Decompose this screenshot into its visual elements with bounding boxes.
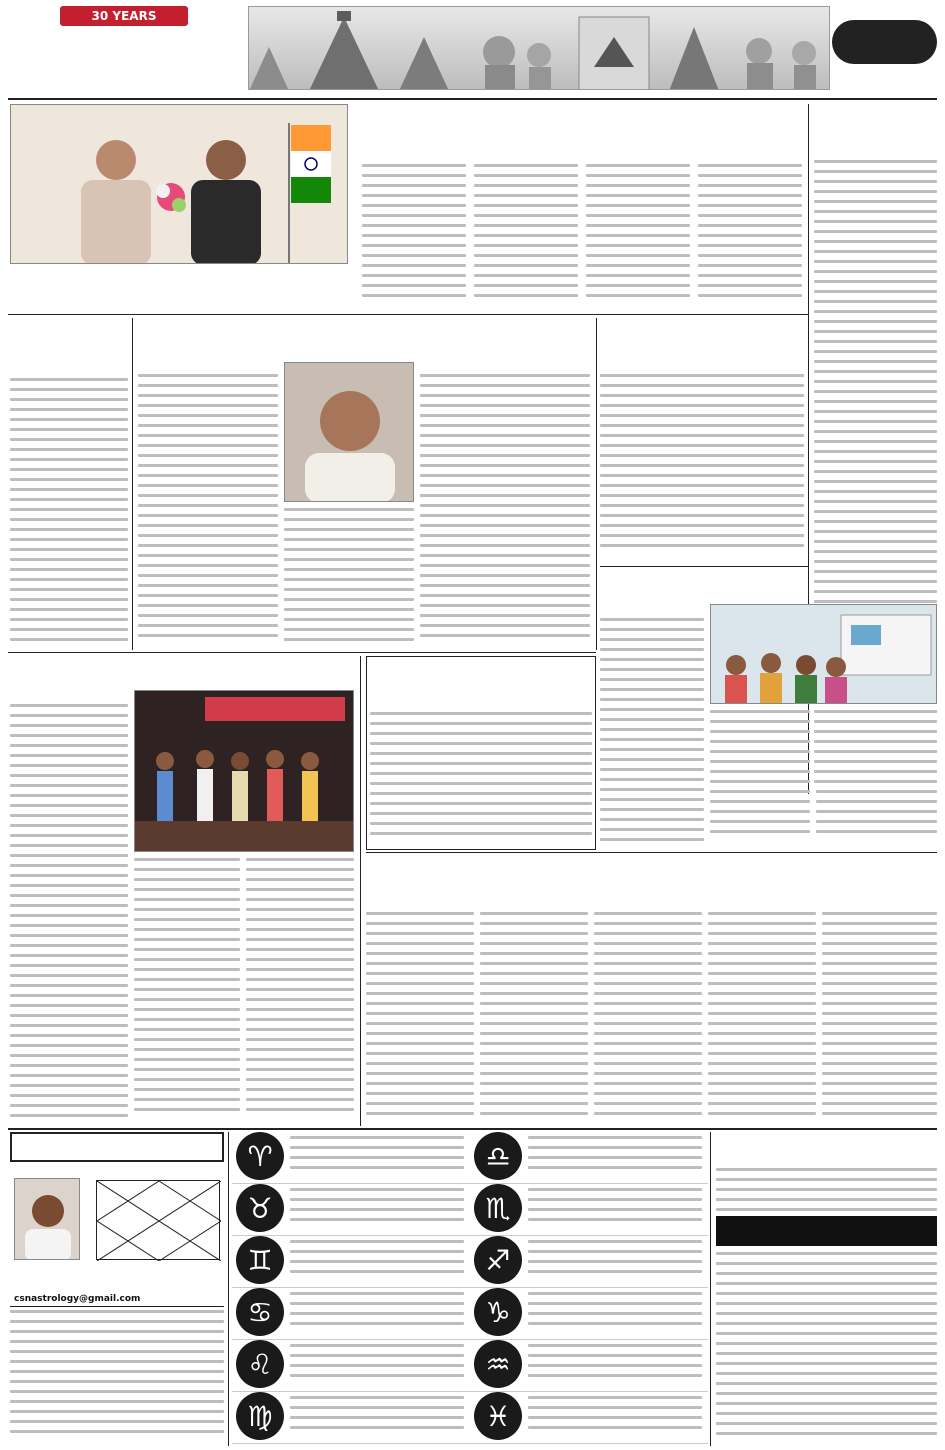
- leo-icon: ♌: [236, 1340, 284, 1388]
- text-lines-srujani-2: [134, 858, 240, 1126]
- capricorn-icon: ♑: [474, 1288, 522, 1336]
- zodiac-text-lines: [290, 1292, 464, 1336]
- astrologer-photo: [14, 1178, 80, 1260]
- zodiac-sign-aries: [232, 1132, 470, 1184]
- masthead: [8, 6, 240, 96]
- text-lines-balijatra-1: [366, 912, 474, 1126]
- text-lines-balijatra-4: [708, 912, 816, 1126]
- astrologer-portrait-illustration: [15, 1179, 80, 1260]
- zodiac-text-lines: [290, 1136, 464, 1180]
- tomorrow-panchang-title-bar: [716, 1216, 937, 1246]
- zodiac-sign-scorpio: [470, 1184, 708, 1236]
- section-rule-4: [366, 852, 937, 853]
- text-lines-today-panchang: [10, 1310, 224, 1444]
- header-illustration-strip: [248, 6, 830, 90]
- zodiac-text-lines: [528, 1344, 702, 1388]
- horoscope-title-box: [10, 1132, 224, 1162]
- temple-silhouettes-illustration: [249, 7, 830, 90]
- zodiac-grid: [232, 1132, 708, 1446]
- vedanta-handwash-photo: [710, 604, 937, 704]
- astrologer-email[interactable]: csnastrology@gmail.com: [14, 1294, 141, 1304]
- zodiac-sign-gemini: [232, 1236, 470, 1288]
- srujani-stage-photo: [134, 690, 354, 852]
- section-rule-5: [8, 1128, 937, 1130]
- zodiac-sign-libra: [470, 1132, 708, 1184]
- text-lines-health-centre-3: [586, 164, 690, 304]
- text-lines-tomorrow-panchang: [716, 1252, 937, 1444]
- aquarius-icon: ♒: [474, 1340, 522, 1388]
- zodiac-sign-capricorn: [470, 1288, 708, 1340]
- headline-bank-students: [600, 318, 804, 358]
- headline-temple-theft: [10, 318, 128, 362]
- pisces-icon: ♓: [474, 1392, 522, 1440]
- dignitaries-meeting-illustration: [11, 105, 348, 264]
- text-lines-vedanta-handwash-2: [710, 710, 810, 846]
- zodiac-sign-leo: [232, 1340, 470, 1392]
- headline-truck-accident: [370, 660, 592, 694]
- gemini-icon: ♊: [236, 1236, 284, 1284]
- zodiac-text-lines: [290, 1344, 464, 1388]
- zodiac-sign-aquarius: [470, 1340, 708, 1392]
- stage-performers-illustration: [135, 691, 354, 852]
- text-lines-truck-accident: [370, 712, 592, 846]
- zodiac-text-lines: [290, 1188, 464, 1232]
- sagittarius-icon: ♐: [474, 1236, 522, 1284]
- zodiac-text-lines: [528, 1136, 702, 1180]
- text-lines-balijatra-3: [594, 912, 702, 1126]
- zodiac-sign-taurus: [232, 1184, 470, 1236]
- anniversary-label: 30 YEARS: [91, 9, 157, 23]
- cancer-icon: ♋: [236, 1288, 284, 1336]
- text-lines-health-centre-1: [362, 164, 466, 304]
- zodiac-text-lines: [290, 1240, 464, 1284]
- zodiac-text-lines: [290, 1396, 464, 1440]
- text-lines-health-centre-2: [474, 164, 578, 304]
- horoscope-inner-rule: [10, 1306, 224, 1307]
- headline-gajalaxmi: [716, 1132, 937, 1152]
- cbi-demand-portrait: [284, 362, 414, 502]
- headline-health-centre: [362, 104, 802, 148]
- text-lines-srujani-1: [10, 704, 128, 1126]
- zodiac-text-lines: [528, 1188, 702, 1232]
- kundali-chart: [96, 1180, 220, 1260]
- virgo-icon: ♍: [236, 1392, 284, 1440]
- text-lines-vedanta-handwash-3: [816, 710, 937, 846]
- headline-srujani-stage: [10, 656, 356, 686]
- section-rule-3: [8, 652, 596, 653]
- zodiac-sign-pisces: [470, 1392, 708, 1444]
- text-lines-cbi-demand-3: [420, 374, 590, 650]
- text-lines-bank-students: [600, 374, 804, 560]
- zodiac-sign-sagittarius: [470, 1236, 708, 1288]
- text-lines-srujani-3: [246, 858, 354, 1126]
- politician-portrait-illustration: [285, 363, 414, 502]
- taurus-icon: ♉: [236, 1184, 284, 1232]
- horoscope-column-rule: [228, 1132, 229, 1446]
- srujani-column-rule: [360, 656, 361, 1126]
- text-lines-temple-theft: [10, 378, 128, 650]
- text-lines-balijatra-2: [480, 912, 588, 1126]
- paper-logo: [18, 30, 233, 70]
- cbi-column-rule: [596, 318, 597, 650]
- astrologer-name: [10, 1264, 224, 1294]
- headline-balijatra-tender: [366, 856, 937, 896]
- temple-column-rule: [132, 318, 133, 650]
- libra-icon: ♎: [474, 1132, 522, 1180]
- lead-photo-credit: [250, 302, 348, 312]
- zodiac-sign-virgo: [232, 1392, 470, 1444]
- zodiac-text-lines: [528, 1240, 702, 1284]
- section-rule-2: [600, 566, 808, 567]
- text-lines-cbi-demand-2: [284, 508, 414, 650]
- text-lines-vedanta-handwash-1: [600, 618, 704, 848]
- section-rule-1: [8, 314, 808, 315]
- birth-chart-diagram: [97, 1181, 221, 1261]
- text-lines-cbi-demand-1: [138, 374, 278, 650]
- aries-icon: ♈: [236, 1132, 284, 1180]
- handwash-event-illustration: [711, 605, 937, 704]
- masthead-rule: [8, 98, 937, 100]
- headline-vedanta-handwash: [600, 570, 937, 600]
- scorpio-icon: ♏: [474, 1184, 522, 1232]
- text-lines-balijatra-5: [822, 912, 937, 1126]
- headline-cbi-demand: [138, 318, 590, 358]
- zodiac-sign-cancer: [232, 1288, 470, 1340]
- lead-photo: [10, 104, 348, 264]
- zodiac-column-rule: [710, 1132, 711, 1446]
- headline-teacher-appointment: [814, 104, 937, 144]
- text-lines-health-centre-4: [698, 164, 802, 304]
- text-lines-gajalaxmi: [716, 1168, 937, 1214]
- zodiac-text-lines: [528, 1396, 702, 1440]
- zodiac-text-lines: [528, 1292, 702, 1336]
- page-number-badge: [832, 20, 937, 64]
